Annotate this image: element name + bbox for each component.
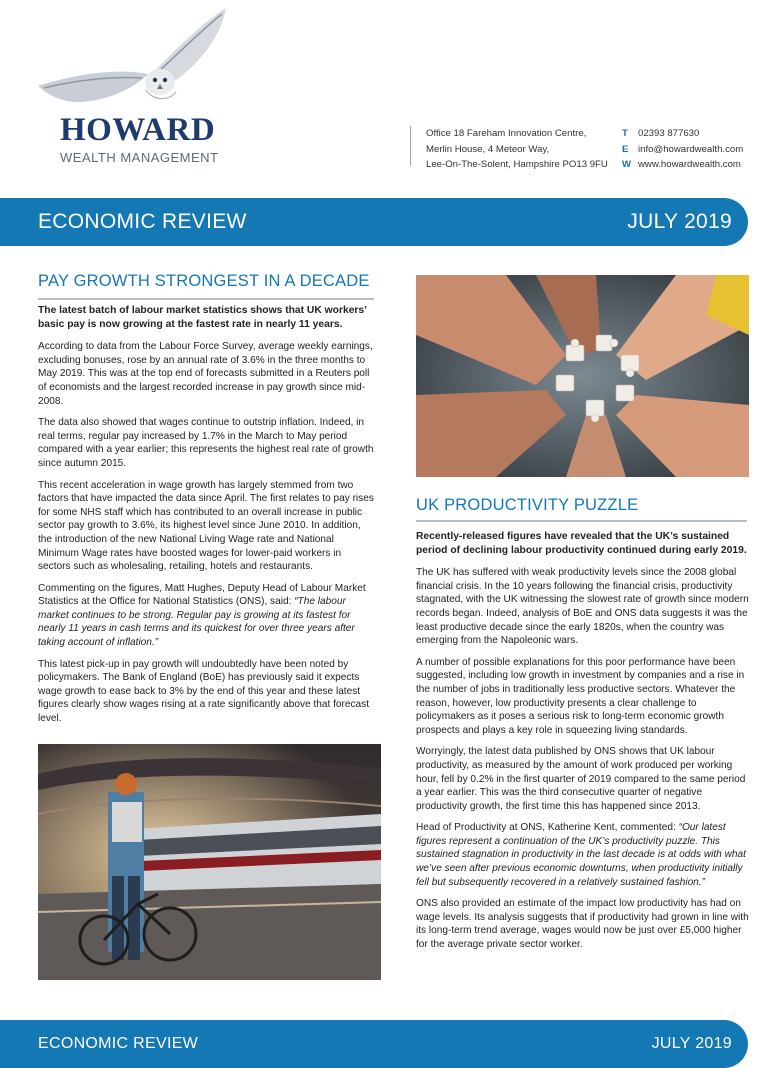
- article1-paragraph: The data also showed that wages continue to outstrip inflation. Indeed, in real terms, regular pay increased by 1.7% in the March to May period compared with a year earlier; this represents the highest real rate of growth since autumn 2015.: [38, 417, 374, 469]
- article1-paragraph: This recent acceleration in wage growth has largely stemmed from two factors that have impacted the data since April. The first relates to pay rises for some NHS staff which has contributed to an overall increase in public sector pay growth to 3.6%, its highest level since June 2010. In addition, the introduction of the new National Living Wage rate and National Minimum Wage rates have boosted wages for lower-paid workers in sectors such as wholesaling, retailing, hotels and restaurants.: [38, 479, 374, 573]
- contact-details: [622, 126, 743, 173]
- article2-paragraph: A number of possible explanations for this poor performance have been suggested, including low growth in investment by companies and a rise in the number of jobs in traditionally less productive sectors. Whatever the reason, however, low productivity presents a clear challenge to policymakers as it poses a serious risk to long-term economic growth prospects and plays a key role in squeezing living standards.: [416, 656, 745, 736]
- address-line: Lee-On-The-Solent, Hampshire PO13 9FU: [426, 159, 608, 170]
- article2-paragraph: Head of Productivity at ONS, Katherine Kent, commented: “Our latest figures represent a continuation of the UK’s productivity puzzle. This sustained stagnation in productivity in the last decade is at odds with what we’ve seen after previous economic downturns, when productivity initially fell but subsequently recovered in a relatively sustained fashion.”: [416, 822, 746, 888]
- article2-paragraph: ONS also provided an estimate of the impact low productivity has had on wage levels. Its analysis suggests that if productivity had grown in line with its long-term trend average, wages would now be just over £5,000 higher for the average private sector worker.: [416, 898, 749, 951]
- article2-lead: Recently-released figures have revealed that the UK’s sustained period of declining labour productivity continued during early 2019.: [416, 531, 747, 556]
- article1-body: [38, 304, 376, 734]
- station-cyclist-photo: [38, 744, 381, 980]
- address-line: Merlin House, 4 Meteor Way,: [426, 143, 550, 155]
- article1-rule: [38, 298, 374, 300]
- contact-email[interactable]: E info@howardwealth.com: [622, 143, 744, 155]
- contact-phone: T 02393 877630: [622, 128, 700, 139]
- puzzle-hands-photo: [416, 275, 749, 477]
- article2-body: [416, 530, 750, 960]
- header-banner: [0, 198, 748, 246]
- article2-quote: “Our latest figures represent a continuation of the UK’s productivity puzzle. This sustained stagnation in productivity in the last decade is at odds with what we’ve seen after previous economic downturns, when productivity initially fell but subsequently recovered in a relatively sustained fashion.”: [416, 822, 746, 888]
- footer-banner: [0, 1020, 748, 1068]
- banner-title: ECONOMIC REVIEW: [38, 210, 247, 233]
- owl-icon: [36, 4, 236, 114]
- brand-name: HOWARD: [60, 112, 216, 148]
- contact-web[interactable]: W www.howardwealth.com: [622, 159, 741, 170]
- article1-paragraph: According to data from the Labour Force Survey, average weekly earnings, excluding bonuses, rose by an annual rate of 3.6% in the three months to May 2019. This was at the top end of forecasts submitted in a Reuters poll of economists and the largest recorded increase in pay growth since mid-2008.: [38, 341, 373, 407]
- article1-paragraph: Commenting on the figures, Matt Hughes, Deputy Head of Labour Market Statistics at the Office for National Statistics (ONS), said: “The labour market continues to be strong. Regular pay is growing at its fastest for nearly 11 years in cash terms and its quickest for over three years after taking account of inflation.”: [38, 582, 366, 649]
- article2-headline: UK PRODUCTIVITY PUZZLE: [416, 496, 639, 514]
- article1-paragraph: This latest pick-up in pay growth will undoubtedly have been noted by policymakers. The Bank of England (BoE) has previously said it expects wage growth to ease back to 3% by the end of this year and these latest figures clearly show wages rising at a rate significantly above that forecast level.: [38, 658, 370, 725]
- article1-lead: The latest batch of labour market statistics shows that UK workers’ basic pay is now growing at the fastest rate in nearly 11 years.: [38, 305, 367, 330]
- article2-paragraph: Worryingly, the latest data published by ONS shows that UK labour productivity, as measured by the amount of work produced per working hour, fell by 0.2% in the first quarter of 2019 compared to the same period a year earlier. This was the third consecutive quarter of negative productivity growth, the first time this has happened since 2013.: [416, 746, 746, 812]
- article2-rule: [416, 520, 747, 522]
- brand-tagline: WEALTH MANAGEMENT: [60, 150, 219, 165]
- article1-quote: “The labour market continues to be strong. Regular pay is growing at its fastest for nearly 11 years in cash terms and its quickest for over three years after taking account of inflation.”: [38, 596, 355, 649]
- footer-date: JULY 2019: [651, 1035, 732, 1052]
- brand-logo: [36, 4, 236, 164]
- article2-paragraph: The UK has suffered with weak productivity levels since the 2008 global financial crisis. In the 10 years following the financial crisis, productivity stagnated, with the UK witnessing the slowest rate of growth since modern records began. Indeed, analysis of BoE and ONS data suggests it was the least productive decade since the early 1820s, when the country was emerging from the Napoleonic wars.: [416, 567, 749, 647]
- banner-date: JULY 2019: [627, 210, 732, 233]
- footer-title: ECONOMIC REVIEW: [38, 1035, 199, 1052]
- contact-address: [410, 126, 608, 170]
- article1-headline: PAY GROWTH STRONGEST IN A DECADE: [38, 272, 370, 290]
- address-line: Office 18 Fareham Innovation Centre,: [426, 128, 587, 139]
